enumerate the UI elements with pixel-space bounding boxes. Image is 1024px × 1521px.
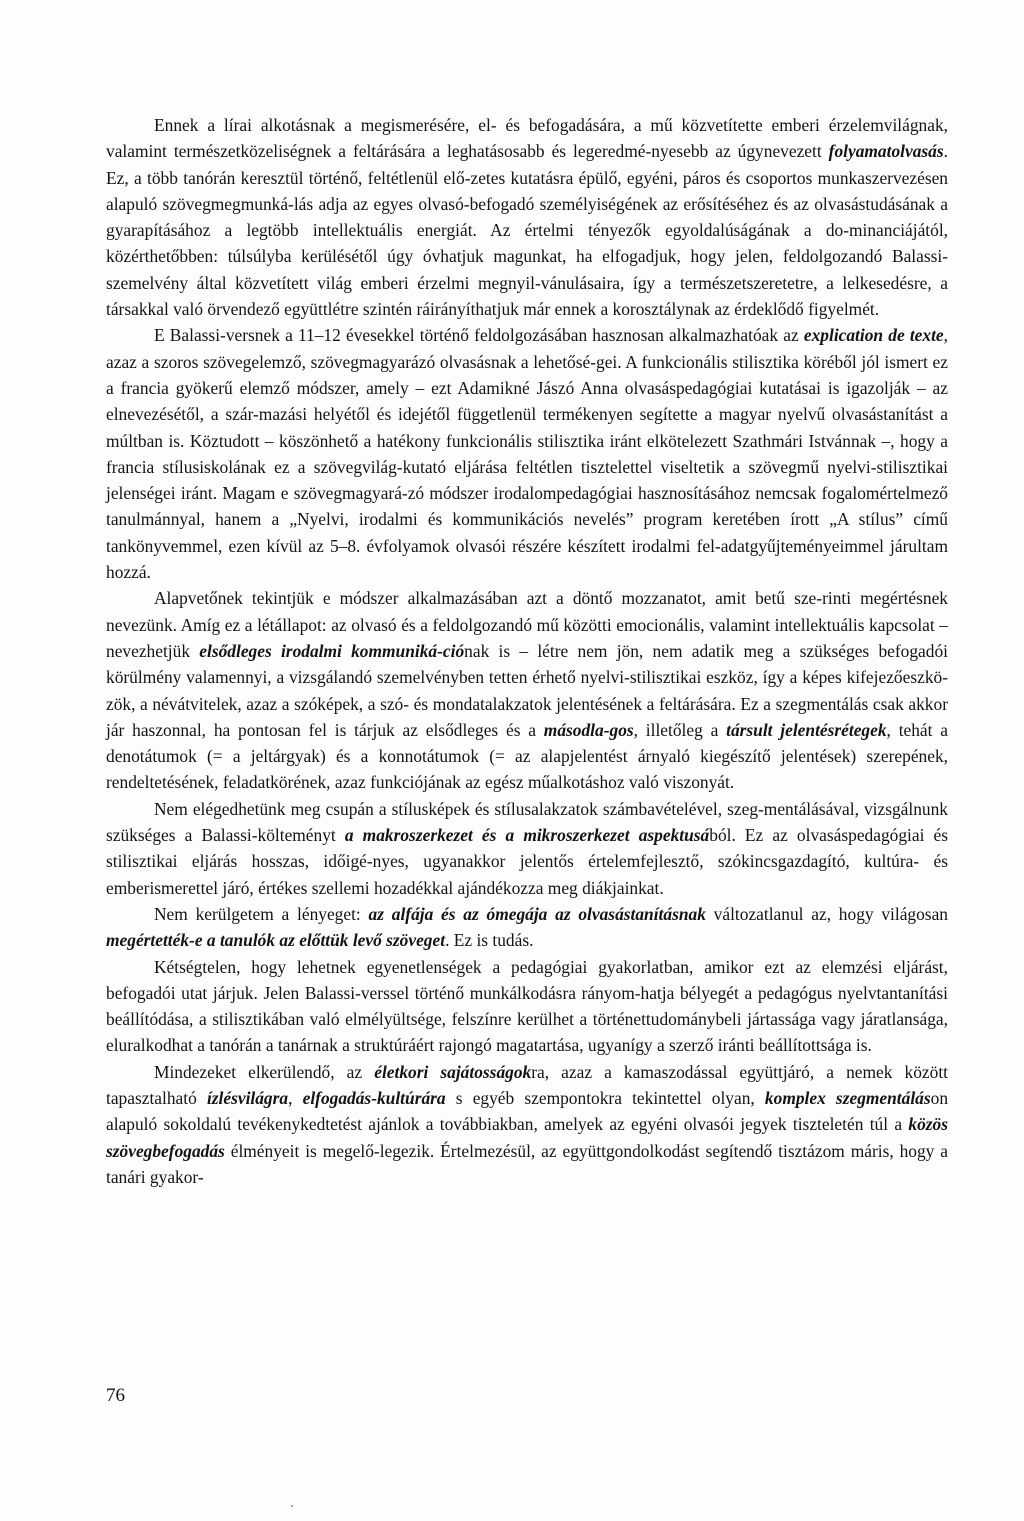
text-run: Nem elégedhetünk meg csupán a stílusképek és stílusalakzatok számbavételével, szeg-mentálásával, vizsgálnunk szükséges a Balassi-költeményt (106, 798, 948, 846)
text-run: Ennek a lírai alkotásnak a megismerésére, el- és befogadására, a mű közvetítette emberi érzelemvilágnak, valamint természetközeliségnek a feltárására a leghatásosabb és legeredmé-nyesebb az úgynevezett (106, 115, 948, 162)
text-run: ból. Ez az olvasáspedagógiai és stilisztikai eljárás hosszas, időigé-nyes, ugyanakkor jelentős értelemfejlesztő, szókincsgazdagító, kultúra- és emberismerettel járó, értékes szellemi hozadékkal ajándékozza meg diákjainkat. (106, 825, 949, 898)
emphasized-text: explication de texte (803, 325, 944, 346)
text-run: élményeit is megelő-legezik. Értelmezésül, az együttgondolkodást segítendő tisztázom máris, hogy a tanári gyakor- (106, 1140, 948, 1187)
emphasized-text: a makroszerkezet és a mikroszerkezet aspektusá (344, 825, 710, 846)
emphasized-text: társult jelentésrétegek (726, 719, 887, 740)
text-run: , azaz a szoros szövegelemző, szövegmagyarázó olvasásnak a lehetősé-gei. A funkcionális stilisztika köréből jól ismert ez a francia gyökerű elemző módszer, amely – ezt Adamikné Jászó Anna olvasáspedagógiai kutatásai is igazolják – az elnevezésétől, a szár-mazási helyétől és idejétől függetlenül termékenyen segítette a magyar nyelvű olvasástanítást a múltban is. Köztudott – köszönhető a hatékony funkcionális stilisztika iránt elkötelezett Szathmári Istvánnak –, hogy a francia stílusiskolának ez a szövegvilág-kutató eljárása feltétlen tisztelettel viseltetik a szövegmű nyelvi-stilisztikai jelenségei iránt. Magam e szövegmagyará-zó módszer irodalompedagógiai hasznosításához nemcsak fogalomértelmező tanulmánnyal, hanem a „Nyelvi, irodalmi és kommunikációs nevelés” program keretében írott „A stílus” című tankönyvemmel, ezen kívül az 5–8. évfolyamok olvasói részére készített irodalmi fel-adatgyűjteményeimmel járultam hozzá. (106, 325, 949, 583)
text-run: , (288, 1087, 303, 1108)
emphasized-text: megértették-e a tanulók az előttük levő szöveget (106, 930, 446, 951)
page-number: 76 (106, 1385, 125, 1406)
paragraph-2 (106, 322, 948, 585)
emphasized-text: komplex szegmentálás (764, 1087, 931, 1108)
text-run: Mindezeket elkerülendő, az (154, 1061, 375, 1082)
text-run: . Ez is tudás. (445, 930, 534, 951)
emphasized-text: másodla-gos (543, 719, 634, 740)
body-text (106, 112, 948, 1190)
text-run: változatlanul az, hogy világosan (705, 903, 948, 924)
text-run: nak is – létre nem jön, nem adatik meg a szükséges befogadói körülmény valamennyi, a vizsgálandó szemelvényben tetten érhető nyelvi-stilisztikai eszköz, így a képes kifejezőeszkö-zök, a névátvitelek, azaz a szóképek, a szó- és mondatalakzatok jelentésének a feltárására. Ez a szegmentálás csak akkor jár haszonnal, ha pontosan fel is tárjuk az elsődleges és a (106, 640, 948, 740)
emphasized-text: elfogadás-kultúrára (302, 1087, 446, 1108)
text-run: . Ez, a több tanórán keresztül történő, feltétlenül elő-zetes kutatásra épülő, egyéni, páros és csoportos munkaszervezésen alapuló szövegmegmunká-lás adja az egyes olvasó-befogadó személyiségének az erősítéséhez és az olvasástudásának a gyarapításához a legtöbb intellektuális energiát. Az értelmi tényezők egyoldalúságának a do-minanciájától, közérthetőbben: túlsúlyba kerülésétől úgy óvhatjuk magunkat, ha elfogadjuk, hogy jelen, feldolgozandó Balassi-szemelvény által közvetített világ emberi érzelmi megnyil-vánulásaira, így a természetszeretetre, a lelkesedésre, a társakkal való örvendező együttlétre szintén ráirányíthatjuk már ennek a korosztálynak az érdeklődő figyelmét. (106, 141, 948, 320)
paragraph-1 (106, 112, 948, 322)
text-run: Kétségtelen, hogy lehetnek egyenetlenségek a pedagógiai gyakorlatban, amikor ezt az elemzési eljárást, befogadói utat járjuk. Jelen Balassi-verssel történő munkálkodásra rányom-hatja bélyegét a pedagógus nyelvtantanítási beállítódása, a stilisztikában való elmélyültsége, felszínre kerülhet a történettudománybeli jártassága vagy járatlansága, eluralkodhat a tanórán a tanárnak a struktúráért rajongó magatartása, ugyanígy a szerző iránti beállítottsága is. (106, 956, 948, 1056)
text-run: s egyéb szempontokra tekintettel olyan, (445, 1087, 765, 1108)
emphasized-text: életkori sajátosságok (374, 1061, 532, 1082)
paragraph-7 (106, 1059, 948, 1190)
paragraph-6 (106, 954, 948, 1059)
paragraph-5 (106, 901, 948, 954)
text-run: on alapuló sokoldalú tevékenykedtetést ajánlok a továbbiakban, amelyek az egyéni olvasói jegyek tiszteletén túl a (106, 1087, 949, 1135)
text-run: , tehát a denotátumok (= a jeltárgyak) és a konnotátumok (= az alapjelentést árnyaló kiegészítő jelentések) szerepének, rendeltetésének, feladatkörének, azaz funkciójának az egész műalkotáshoz való viszonyát. (106, 719, 949, 793)
emphasized-text: közös szövegbefogadás (106, 1114, 948, 1161)
text-run: , illetőleg a (633, 719, 727, 740)
text-run: E Balassi-versnek a 11–12 évesekkel történő feldolgozásában hasznosan alkalmazhatóak az (154, 325, 804, 346)
scan-speck (291, 1505, 293, 1507)
text-run: Alapvetőnek tekintjük e módszer alkalmazásában azt a döntő mozzanatot, amit betű sze-rinti megértésnek nevezünk. Amíg ez a létállapot: az olvasó és a feldolgozandó mű közötti emocionális, valamint intellektuális kapcsolat – nevezhetjük (106, 588, 948, 661)
text-run: Nem kerülgetem a lényeget: (154, 903, 369, 924)
paragraph-4 (106, 796, 948, 901)
paragraph-3 (106, 585, 948, 795)
emphasized-text: elsődleges irodalmi kommuniká-ció (199, 640, 465, 661)
text-run: ra, azaz a kamaszodással együttjáró, a nemek között tapasztalható (106, 1061, 948, 1108)
emphasized-text: folyamatolvasás (828, 141, 944, 162)
emphasized-text: az alfája és az ómegája az olvasástanításnak (368, 903, 706, 924)
emphasized-text: ízlésvilágra (206, 1087, 289, 1108)
